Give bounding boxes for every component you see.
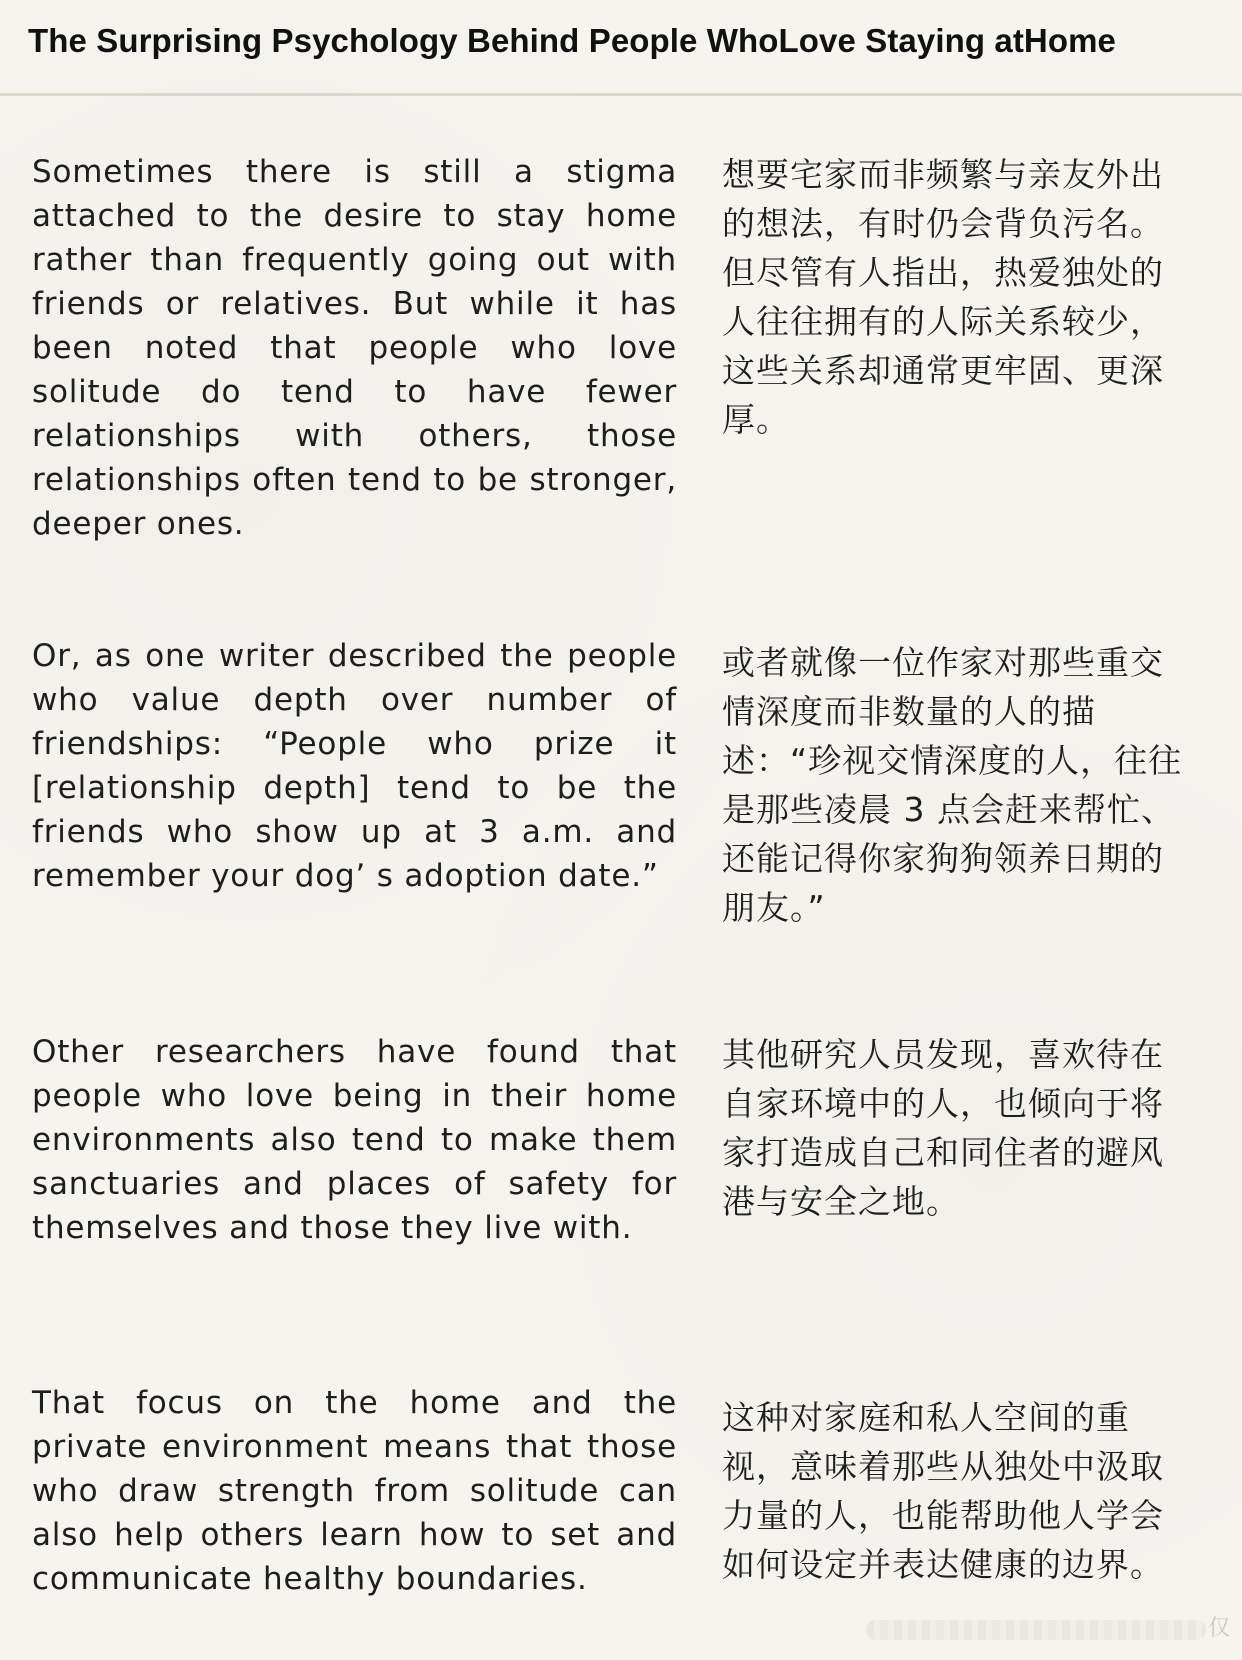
english-paragraph: Other researchers have found that people who love being in their home environments also tend to make them sanctuaries and places of safety for themselves and those they live with.: [32, 1034, 677, 1246]
english-paragraph: Or, as one writer described the people who value depth over number of friendships: “People who prize it [relationship depth] tend to be the friends who show up at 3 a.m. and remember your dog’ s adoption date.”: [32, 638, 677, 894]
watermark: [850, 1612, 1230, 1646]
english-paragraph: Sometimes there is still a stigma attached to the desire to stay home rather than frequently going out with friends or relatives. But while it has been noted that people who love solitude do tend to have fewer relationships with others, those relationships often tend to be stronger, deeper ones.: [32, 154, 677, 542]
english-paragraph: That focus on the home and the private environment means that those who draw strength from solitude can also help others learn how to set and communicate healthy boundaries.: [32, 1385, 677, 1597]
chinese-paragraph: 这种对家庭和私人空间的重视，意味着那些从独处中汲取力量的人，也能帮助他人学会如何设定并表达健康的边界。: [722, 1398, 1164, 1584]
watermark-text: 仅: [1207, 1616, 1230, 1641]
chinese-paragraph: 想要宅家而非频繁与亲友外出的想法，有时仍会背负污名。但尽管有人指出，热爱独处的人往往拥有的人际关系较少，这些关系却通常更牢固、更深厚。: [722, 155, 1164, 439]
page-title: The Surprising Psychology Behind People WhoLove Staying atHome: [28, 22, 1117, 59]
watermark-mark: [866, 1620, 1206, 1640]
chinese-paragraph: 或者就像一位作家对那些重交情深度而非数量的人的描述：“珍视交情深度的人，往往是那些凌晨 3 点会赶来帮忙、还能记得你家狗狗领养日期的朋友。”: [722, 643, 1183, 927]
header: [0, 0, 1242, 96]
chinese-paragraph: 其他研究人员发现，喜欢待在自家环境中的人，也倾向于将家打造成自己和同住者的避风港与安全之地。: [722, 1035, 1164, 1221]
